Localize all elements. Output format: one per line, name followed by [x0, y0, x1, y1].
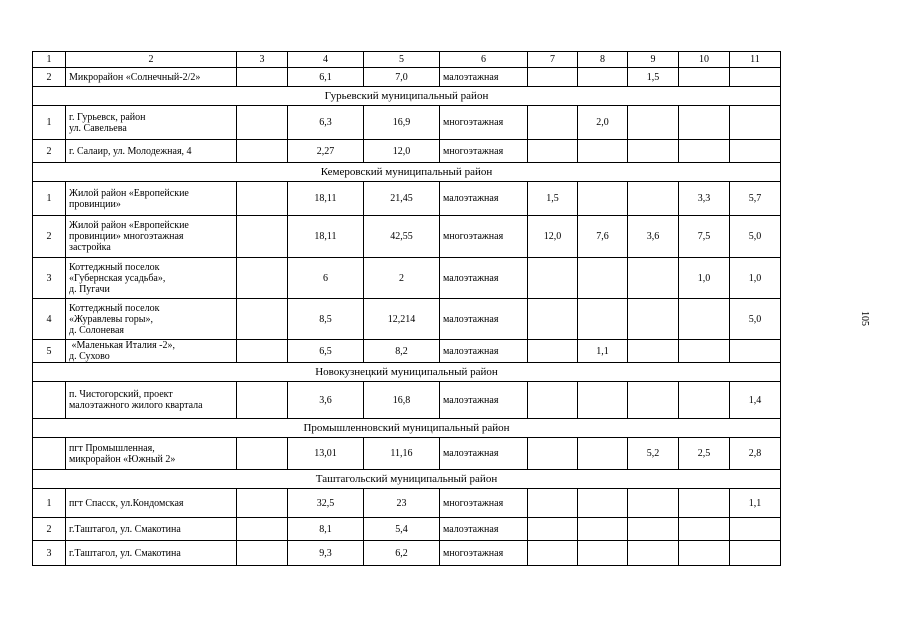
cell-c8: 1,1 — [578, 340, 628, 363]
cell-c4: 9,3 — [288, 541, 364, 566]
cell-c3 — [237, 258, 288, 299]
cell-name — [66, 68, 237, 87]
cell-c11 — [730, 140, 781, 163]
cell-c4: 3,6 — [288, 382, 364, 419]
cell-c7 — [528, 518, 578, 541]
cell-c9 — [628, 182, 679, 216]
cell-n — [33, 438, 66, 470]
cell-n: 1 — [33, 182, 66, 216]
table-row — [33, 382, 781, 419]
cell-c10 — [679, 518, 730, 541]
cell-c10 — [679, 140, 730, 163]
cell-c3 — [237, 340, 288, 363]
cell-n: 1 — [33, 106, 66, 140]
cell-c10: 7,5 — [679, 216, 730, 258]
table-row — [33, 518, 781, 541]
table-row — [33, 216, 781, 258]
cell-n: 3 — [33, 258, 66, 299]
cell-c7: 1,5 — [528, 182, 578, 216]
table-row — [33, 258, 781, 299]
cell-name-line: д. Сухово — [69, 351, 110, 362]
cell-name — [66, 541, 237, 566]
cell-type: многоэтажная — [440, 140, 528, 163]
cell-c9 — [628, 106, 679, 140]
section-header-row — [33, 163, 781, 182]
cell-c11 — [730, 518, 781, 541]
cell-c4: 18,11 — [288, 216, 364, 258]
cell-name — [66, 106, 237, 140]
cell-c3 — [237, 489, 288, 518]
cell-c9 — [628, 382, 679, 419]
cell-c3 — [237, 382, 288, 419]
table-row — [33, 340, 781, 363]
cell-c5: 8,2 — [364, 340, 440, 363]
cell-c9 — [628, 140, 679, 163]
cell-name — [66, 140, 237, 163]
cell-c8 — [578, 182, 628, 216]
cell-c5: 42,55 — [364, 216, 440, 258]
cell-type: малоэтажная — [440, 518, 528, 541]
cell-c8 — [578, 68, 628, 87]
cell-c3 — [237, 299, 288, 340]
cell-c5: 11,16 — [364, 438, 440, 470]
table-body — [33, 52, 781, 566]
cell-c11 — [730, 541, 781, 566]
cell-type: малоэтажная — [440, 68, 528, 87]
table-row — [33, 299, 781, 340]
section-title: Новокузнецкий муниципальный район — [33, 363, 781, 382]
cell-n: 1 — [33, 489, 66, 518]
table-row — [33, 106, 781, 140]
cell-c9 — [628, 258, 679, 299]
cell-c7 — [528, 140, 578, 163]
header-cell-10: 10 — [679, 52, 730, 68]
cell-c11: 5,0 — [730, 299, 781, 340]
cell-name-line: г.Таштагол, ул. Смакотина — [69, 547, 181, 559]
section-title: Гурьевский муниципальный район — [33, 87, 781, 106]
header-cell-6: 6 — [440, 52, 528, 68]
cell-c3 — [237, 438, 288, 470]
cell-c11 — [730, 340, 781, 363]
cell-c10 — [679, 106, 730, 140]
cell-c4: 6,1 — [288, 68, 364, 87]
cell-type: малоэтажная — [440, 438, 528, 470]
cell-c7: 12,0 — [528, 216, 578, 258]
cell-name-line: Микрорайон «Солнечный-2/2» — [69, 71, 201, 83]
cell-name-line: г.Таштагол, ул. Смакотина — [69, 523, 181, 535]
cell-n — [33, 382, 66, 419]
cell-type: малоэтажная — [440, 258, 528, 299]
cell-c4: 8,1 — [288, 518, 364, 541]
cell-c7 — [528, 340, 578, 363]
cell-name — [66, 518, 237, 541]
cell-c5: 2 — [364, 258, 440, 299]
cell-c7 — [528, 382, 578, 419]
header-cell-5: 5 — [364, 52, 440, 68]
column-number-header-row — [33, 52, 781, 68]
cell-c3 — [237, 68, 288, 87]
section-title: Таштагольский муниципальный район — [33, 470, 781, 489]
cell-c5: 16,8 — [364, 382, 440, 419]
cell-c8 — [578, 541, 628, 566]
cell-c3 — [237, 182, 288, 216]
cell-c10: 3,3 — [679, 182, 730, 216]
cell-name — [66, 299, 237, 340]
header-cell-1: 1 — [33, 52, 66, 68]
cell-c7 — [528, 541, 578, 566]
cell-name — [66, 258, 237, 299]
cell-c4: 2,27 — [288, 140, 364, 163]
cell-c7 — [528, 299, 578, 340]
cell-c5: 12,0 — [364, 140, 440, 163]
cell-c8 — [578, 140, 628, 163]
cell-c7 — [528, 258, 578, 299]
cell-c11 — [730, 106, 781, 140]
cell-c11 — [730, 68, 781, 87]
cell-c10 — [679, 299, 730, 340]
section-title: Кемеровский муниципальный район — [33, 163, 781, 182]
cell-c4: 32,5 — [288, 489, 364, 518]
cell-c4: 8,5 — [288, 299, 364, 340]
cell-name-line: п. Чистогорский, проект — [69, 389, 173, 400]
header-cell-4: 4 — [288, 52, 364, 68]
cell-c9: 3,6 — [628, 216, 679, 258]
cell-c7 — [528, 438, 578, 470]
cell-c10 — [679, 489, 730, 518]
cell-n: 2 — [33, 68, 66, 87]
cell-c3 — [237, 518, 288, 541]
cell-type: малоэтажная — [440, 299, 528, 340]
table-row — [33, 438, 781, 470]
cell-c10 — [679, 340, 730, 363]
header-cell-3: 3 — [237, 52, 288, 68]
header-cell-2: 2 — [66, 52, 237, 68]
cell-name — [66, 382, 237, 419]
cell-c4: 18,11 — [288, 182, 364, 216]
cell-type: малоэтажная — [440, 382, 528, 419]
housing-table — [32, 51, 781, 566]
cell-name-line: «Губернская усадьба», — [69, 272, 166, 284]
cell-type: многоэтажная — [440, 489, 528, 518]
cell-c10: 1,0 — [679, 258, 730, 299]
cell-name-line: «Маленькая Италия -2», — [69, 340, 176, 351]
section-title: Промышленновский муниципальный район — [33, 419, 781, 438]
cell-c11: 1,0 — [730, 258, 781, 299]
cell-name — [66, 182, 237, 216]
cell-name — [66, 489, 237, 518]
cell-type: многоэтажная — [440, 541, 528, 566]
table-row — [33, 541, 781, 566]
cell-c11: 1,4 — [730, 382, 781, 419]
header-cell-7: 7 — [528, 52, 578, 68]
cell-c11: 1,1 — [730, 489, 781, 518]
cell-name-line: «Журавлевы горы», — [69, 313, 153, 325]
cell-name-line: д. Солоневая — [69, 324, 125, 336]
cell-c7 — [528, 68, 578, 87]
table-row — [33, 68, 781, 87]
section-header-row — [33, 470, 781, 489]
cell-c3 — [237, 106, 288, 140]
cell-c5: 12,214 — [364, 299, 440, 340]
cell-name-line: г. Салаир, ул. Молодежная, 4 — [69, 145, 192, 157]
cell-c8 — [578, 382, 628, 419]
cell-c8 — [578, 489, 628, 518]
cell-c5: 16,9 — [364, 106, 440, 140]
cell-c4: 13,01 — [288, 438, 364, 470]
cell-c9 — [628, 340, 679, 363]
cell-type: многоэтажная — [440, 216, 528, 258]
cell-c8 — [578, 438, 628, 470]
cell-name-line: Коттеджный поселок — [69, 302, 160, 314]
cell-c5: 21,45 — [364, 182, 440, 216]
section-header-row — [33, 363, 781, 382]
cell-type: малоэтажная — [440, 182, 528, 216]
section-header-row — [33, 87, 781, 106]
cell-n: 2 — [33, 216, 66, 258]
cell-name-line: д. Пугачи — [69, 283, 110, 295]
cell-name-line: Жилой район «Европейские — [69, 220, 189, 231]
cell-c11: 5,7 — [730, 182, 781, 216]
cell-name-line: пгт Спасск, ул.Кондомская — [69, 497, 184, 509]
cell-c3 — [237, 140, 288, 163]
cell-name-line: малоэтажного жилого квартала — [69, 400, 203, 411]
cell-c8: 2,0 — [578, 106, 628, 140]
cell-c7 — [528, 106, 578, 140]
cell-c8 — [578, 299, 628, 340]
cell-c5: 6,2 — [364, 541, 440, 566]
cell-name-line: г. Гурьевск, район — [69, 111, 146, 123]
cell-c10 — [679, 68, 730, 87]
cell-c10 — [679, 382, 730, 419]
cell-c8 — [578, 518, 628, 541]
cell-n: 5 — [33, 340, 66, 363]
cell-type: многоэтажная — [440, 106, 528, 140]
header-cell-9: 9 — [628, 52, 679, 68]
cell-c9: 1,5 — [628, 68, 679, 87]
cell-c9: 5,2 — [628, 438, 679, 470]
cell-n: 3 — [33, 541, 66, 566]
cell-c9 — [628, 489, 679, 518]
page-number: 105 — [859, 311, 870, 326]
table-row — [33, 182, 781, 216]
header-cell-11: 11 — [730, 52, 781, 68]
cell-name-line: микрорайон «Южный 2» — [69, 453, 176, 465]
cell-name-line: ул. Савельева — [69, 122, 127, 134]
cell-c5: 5,4 — [364, 518, 440, 541]
table-row — [33, 140, 781, 163]
cell-n: 2 — [33, 140, 66, 163]
cell-n: 2 — [33, 518, 66, 541]
cell-c3 — [237, 541, 288, 566]
cell-name-line: провинции» многоэтажная — [69, 231, 184, 242]
cell-c9 — [628, 541, 679, 566]
cell-c5: 7,0 — [364, 68, 440, 87]
cell-name-line: пгт Промышленная, — [69, 442, 155, 454]
cell-name-line: застройка — [69, 242, 111, 253]
table-row — [33, 489, 781, 518]
cell-name — [66, 340, 237, 363]
cell-name — [66, 438, 237, 470]
cell-c11: 2,8 — [730, 438, 781, 470]
cell-name-line: Жилой район «Европейские — [69, 187, 189, 199]
cell-c4: 6,3 — [288, 106, 364, 140]
cell-c3 — [237, 216, 288, 258]
cell-c8 — [578, 258, 628, 299]
header-cell-8: 8 — [578, 52, 628, 68]
cell-name-line: провинции» — [69, 198, 121, 210]
cell-c4: 6,5 — [288, 340, 364, 363]
cell-name — [66, 216, 237, 258]
section-header-row — [33, 419, 781, 438]
cell-c4: 6 — [288, 258, 364, 299]
cell-n: 4 — [33, 299, 66, 340]
cell-c9 — [628, 299, 679, 340]
cell-c10: 2,5 — [679, 438, 730, 470]
cell-c5: 23 — [364, 489, 440, 518]
cell-c9 — [628, 518, 679, 541]
cell-c7 — [528, 489, 578, 518]
cell-type: малоэтажная — [440, 340, 528, 363]
cell-c10 — [679, 541, 730, 566]
cell-name-line: Коттеджный поселок — [69, 261, 160, 273]
cell-c11: 5,0 — [730, 216, 781, 258]
cell-c8: 7,6 — [578, 216, 628, 258]
